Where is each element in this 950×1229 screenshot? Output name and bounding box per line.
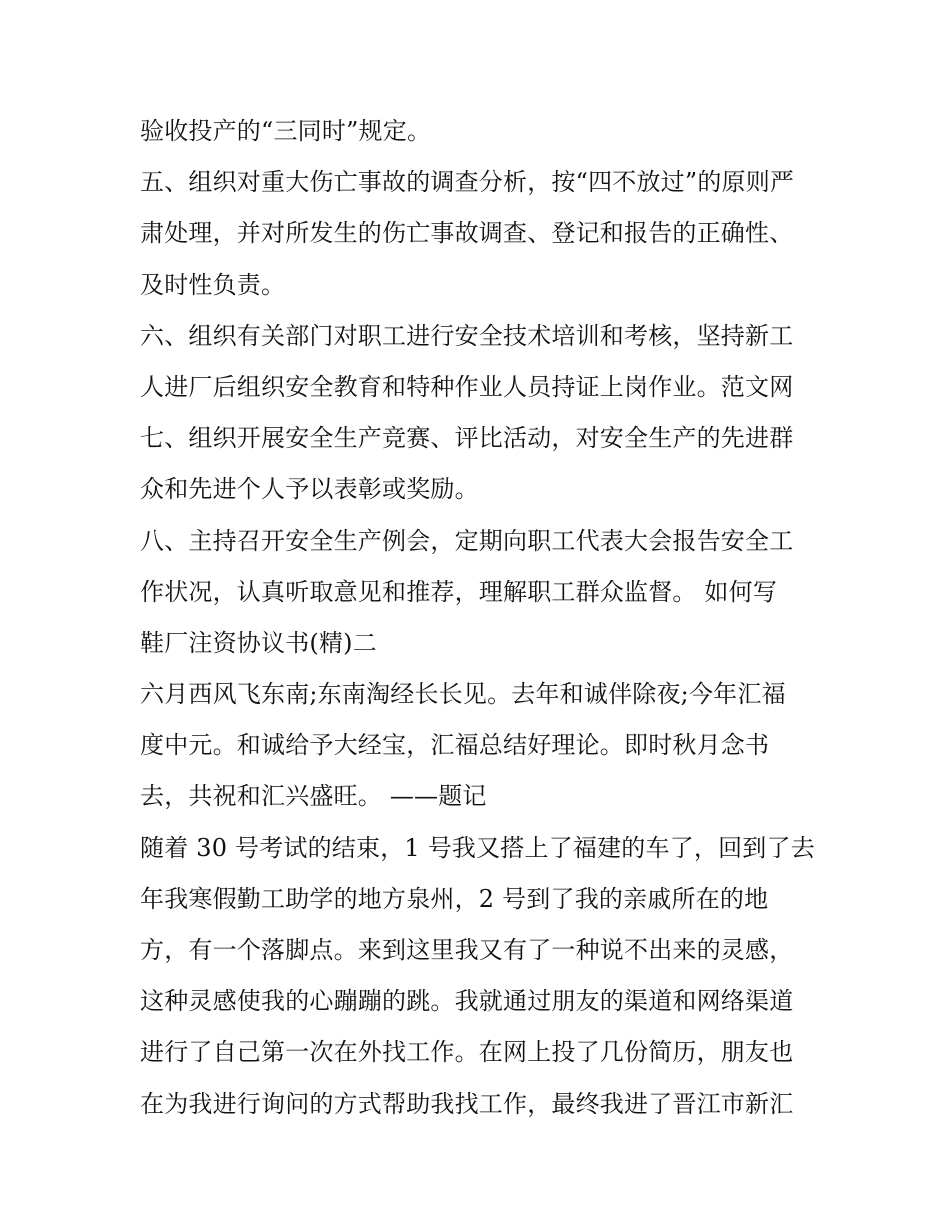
text-line: 六月西风飞东南;东南淘经长长见。去年和诚伴除夜;今年汇福 (140, 680, 786, 709)
text-line: 方，有一个落脚点。来到这里我又有了一种说不出来的灵感， (140, 936, 794, 964)
text-line: 人进厂后组织安全教育和特种作业人员持证上岗作业。范文网 (140, 372, 794, 401)
text-line: 五、组织对重大伤亡事故的调查分析，按“四不放过”的原则严 (140, 168, 795, 197)
text-line: 众和先进个人予以表彰或奖励。 (140, 475, 479, 504)
text-line: 进行了自己第一次在外找工作。在网上投了几份简历，朋友也 (140, 1038, 794, 1067)
text-line: 在为我进行询问的方式帮助我找工作，最终我进了晋江市新汇 (140, 1089, 794, 1118)
text-line: 作状况，认真听取意见和推荐，理解职工群众监督。 如何写 (140, 577, 778, 606)
text-line: 七、组织开展安全生产竞赛、评比活动，对安全生产的先进群 (140, 424, 794, 453)
document-body (140, 106, 820, 1130)
text-line: 随着 30 号考试的结束，1 号我又搭上了福建的车了，回到了去 (140, 833, 815, 862)
text-line: 及时性负责。 (140, 270, 286, 299)
text-line: 八、主持召开安全生产例会，定期向职工代表大会报告安全工 (140, 526, 794, 555)
text-line: 肃处理，并对所发生的伤亡事故调查、登记和报告的正确性、 (140, 219, 794, 248)
text-line: 度中元。和诚给予大经宝，汇福总结好理论。即时秋月念书 (140, 731, 770, 760)
text-line: 去，共祝和汇兴盛旺。 ——题记 (140, 782, 487, 811)
text-line: 验收投产的“三同时”规定。 (140, 117, 432, 145)
text-line: 年我寒假勤工助学的地方泉州，2 号到了我的亲戚所在的地 (140, 884, 769, 913)
section-heading: 鞋厂注资协议书(精)二 (140, 628, 377, 657)
text-line: 这种灵感使我的心蹦蹦的跳。我就通过朋友的渠道和网络渠道 (140, 987, 794, 1016)
text-line: 六、组织有关部门对职工进行安全技术培训和考核，坚持新工 (140, 321, 794, 350)
